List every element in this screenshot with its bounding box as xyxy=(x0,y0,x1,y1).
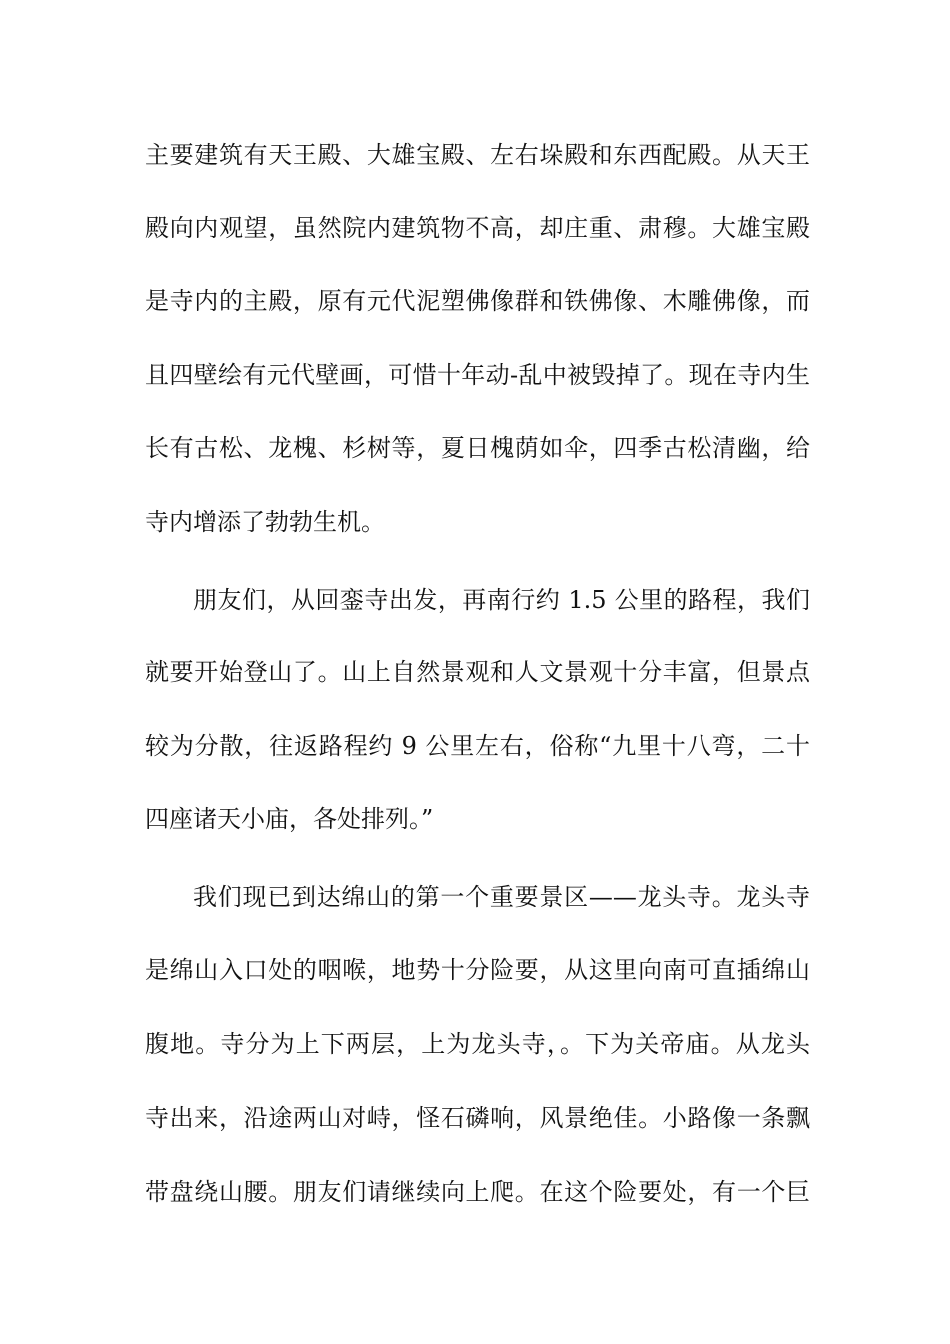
text-line: 就要开始登山了。山上自然景观和人文景观十分丰富，但景点 xyxy=(145,658,810,686)
text-line: 且四壁绘有元代壁画，可惜十年动-乱中被毁掉了。现在寺内生 xyxy=(145,361,810,389)
text-line: 主要建筑有天王殿、大雄宝殿、左右垛殿和东西配殿。从天王 xyxy=(145,141,810,169)
text-line: 带盘绕山腰。朋友们请继续向上爬。在这个险要处，有一个巨 xyxy=(145,1178,810,1206)
text-line: 较为分散，往返路程约 9 公里左右，俗称“九里十八弯，二十 xyxy=(145,732,810,760)
text-line: 朋友们，从回銮寺出发，再南行约 1.5 公里的路程，我们 xyxy=(193,586,810,614)
text-line: 寺内增添了勃勃生机。 xyxy=(145,508,385,536)
text-line: 长有古松、龙槐、杉树等，夏日槐荫如伞，四季古松清幽，给 xyxy=(145,434,810,462)
text-line: 是绵山入口处的咽喉，地势十分险要，从这里向南可直插绵山 xyxy=(145,956,810,984)
text-line: 寺出来，沿途两山对峙，怪石磷响，风景绝佳。小路像一条飘 xyxy=(145,1104,810,1132)
text-line: 殿向内观望，虽然院内建筑物不高，却庄重、肃穆。大雄宝殿 xyxy=(145,214,810,242)
text-line: 四座诸天小庙，各处排列。” xyxy=(145,805,434,833)
text-line: 腹地。寺分为上下两层，上为龙头寺，。下为关帝庙。从龙头 xyxy=(145,1030,810,1058)
text-line: 是寺内的主殿，原有元代泥塑佛像群和铁佛像、木雕佛像，而 xyxy=(145,287,810,315)
text-line: 我们现已到达绵山的第一个重要景区——龙头寺。龙头寺 xyxy=(193,883,810,911)
